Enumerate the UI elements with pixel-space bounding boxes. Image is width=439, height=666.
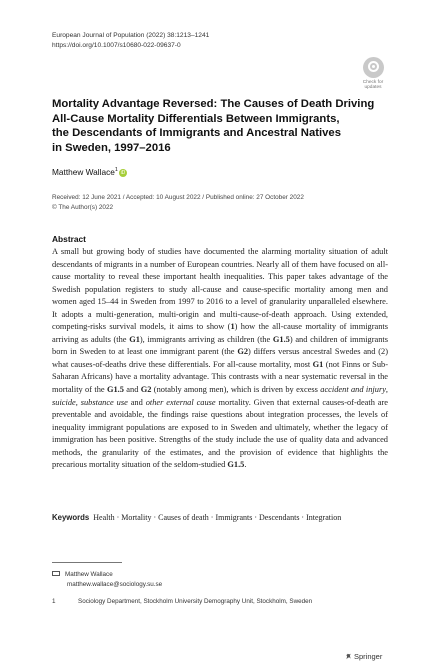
title-line-3: the Descendants of Immigrants and Ancestral Natives [52, 127, 341, 139]
correspondence-block [52, 570, 162, 590]
affiliation-text: Sociology Department, Stockholm University Demography Unit, Stockholm, Sweden [78, 598, 313, 605]
abstract-heading: Abstract [52, 234, 86, 244]
publisher-logo [345, 652, 382, 661]
springer-horse-icon [345, 653, 352, 660]
copyright-notice: © The Author(s) 2022 [52, 204, 114, 211]
author-line [52, 167, 127, 177]
update-check-icon [363, 57, 384, 78]
author-name: Matthew Wallace [52, 167, 115, 177]
abstract-text: A small but growing body of studies have documented the alarming mortality situation of adult descendants of migrants in a number of European countries. Nearly all of them have focused on all-cause mortality to reveal these important health inequalities. This paper takes advantage of the Swedish population registers to study all-cause and cause-specific mortality among men and women aged 15–44 in Sweden from 1997 to 2016 to a level of granularity unparalleled elsewhere. It adopts a multi-generation, multi-origin and multi-cause-of-death approach. Using extended, competing-risks survival models, it aims to show (1) how the all-cause mortality of immigrants arriving as adults (the G1), immigrants arriving as children (the G1.5) and children of immigrants born in Sweden to at least one immigrant parent (the G2) differs versus ancestral Swedes and (2) what causes-of-deaths drive these differentials. For all-cause mortality, most G1 (not Finns or Sub-Saharan Africans) have a mortality advantage. This contrasts with a near systematic reversal in the mortality of the G1.5 and G2 (notably among men), which is driven by excess accident and injury, suicide, substance use and other external cause mortality. Given that external causes-of-death are preventable and avoidable, the findings raise questions about integration processes, the levels of inequality immigrant populations are exposed to in Sweden and ultimately, whether the legacy of immigration has been positive. Strengths of the study include the use of quality data and advanced methods, the granularity of the estimates, and the provision of evidence that highlights the precarious mortality situation of the seldom-studied G1.5. [52, 247, 389, 470]
doi-link[interactable]: https://doi.org/10.1007/s10680-022-09637-0 [52, 42, 181, 49]
affiliation-number: 1 [52, 598, 56, 605]
keywords-section [52, 511, 372, 524]
check-for-updates-badge[interactable] [357, 57, 389, 95]
journal-citation: European Journal of Population (2022) 38:1213–1241 [52, 32, 210, 39]
badge-line-2: updates [364, 85, 382, 90]
title-line-4: in Sweden, 1997–2016 [52, 141, 171, 154]
corresponding-author-email[interactable]: matthew.wallace@sociology.su.se [67, 581, 163, 588]
journal-header [52, 31, 209, 51]
badge-line-1: Check for [362, 80, 384, 85]
corresponding-author-name: Matthew Wallace [65, 571, 113, 578]
keywords-label: Keywords [52, 513, 90, 522]
keywords-list: Health · Mortality · Causes of death · Immigrants · Descendants · Integration [93, 513, 342, 522]
orcid-icon[interactable]: iD [120, 170, 126, 176]
paper-title [52, 97, 397, 155]
publisher-name: Springer [354, 652, 383, 661]
publication-dates [52, 193, 304, 213]
footnote-divider [52, 562, 122, 563]
title-line-1: Mortality Advantage Reversed: The Causes of Death Driving [52, 98, 375, 110]
title-line-2: All-Cause Mortality Differentials Between Immigrants, [52, 112, 340, 125]
abstract-section [52, 234, 388, 472]
author-affiliation-mark: 1 [114, 167, 118, 174]
affiliation-footnote [52, 598, 312, 605]
envelope-icon [52, 571, 60, 576]
publication-history: Received: 12 June 2021 / Accepted: 10 August 2022 / Published online: 27 October 2022 [52, 194, 304, 201]
